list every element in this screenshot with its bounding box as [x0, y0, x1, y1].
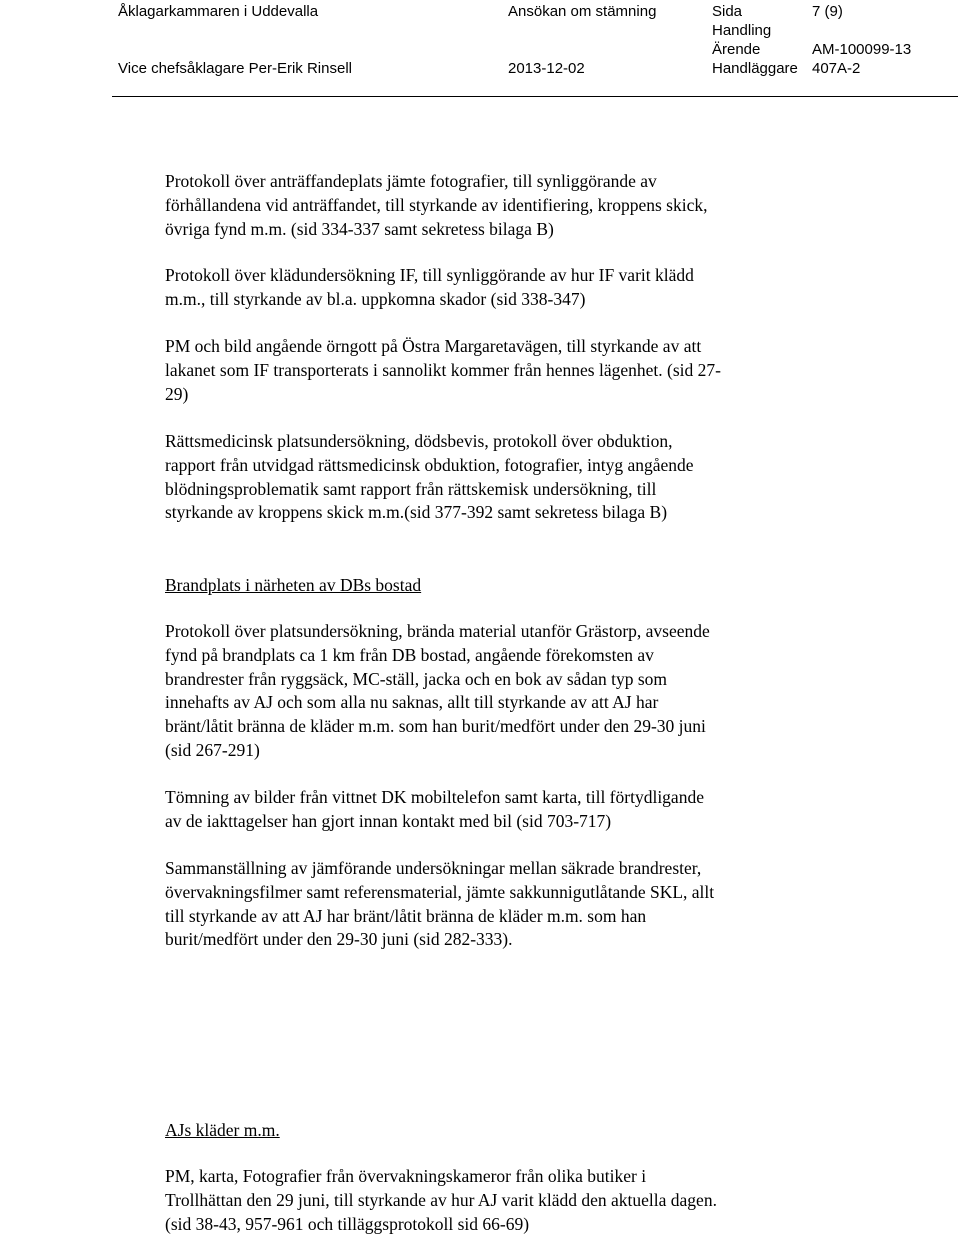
header-divider	[112, 96, 958, 97]
paragraph-orngott: PM och bild angående örngott på Östra Margaretavägen, till styrkande av att lakanet som IF transporterats i sannolikt kommer från hennes lägenhet. (sid 27- 29)	[165, 336, 721, 404]
section-heading-brandplats: Brandplats i närheten av DBs bostad	[165, 575, 422, 595]
header-handling-label: Handling	[712, 22, 772, 39]
paragraph-anträffandeplats: Protokoll över anträffandeplats jämte fotografier, till synliggörande av förhållandena vid anträffandet, till styrkande av identifiering, kroppens skick, övriga fynd m.m. (sid 334-337 samt sekretess bilaga B)	[165, 171, 708, 239]
header-page-label: Sida	[712, 3, 743, 20]
header-page-value: 7 (9)	[812, 3, 843, 20]
paragraph-kladundersokning: Protokoll över klädundersökning IF, till synliggörande av hur IF varit klädd m.m., till styrkande av bl.a. uppkomna skador (sid 338-347)	[165, 265, 694, 309]
header-handler-label: Handläggare	[712, 60, 798, 77]
paragraph-tomning-bilder: Tömning av bilder från vittnet DK mobiltelefon samt karta, till förtydligande av de iakttagelser han gjort innan kontakt med bil (sid 703-717)	[165, 787, 704, 831]
header-handler-value: 407A-2	[812, 60, 861, 77]
header-prosecutor: Vice chefsåklagare Per-Erik Rinsell	[118, 60, 352, 77]
section-heading-ajs-klader: AJs kläder m.m.	[165, 1120, 280, 1140]
header-office: Åklagarkammaren i Uddevalla	[118, 3, 319, 20]
paragraph-platsundersokning: Protokoll över platsundersökning, brända material utanför Grästorp, avseende fynd på brandplats ca 1 km från DB bostad, angående förekomsten av brandrester från ryggsäck, MC-ställ, jacka och en bok av sådan typ som innehafts av AJ och som alla nu saknas, allt till styrkande av att AJ har bränt/låtit bränna de kläder m.m. som han burit/medfört under den 29-30 juni (sid 267-291)	[165, 621, 710, 760]
header-date: 2013-12-02	[508, 60, 585, 77]
paragraph-rattsmedicin: Rättsmedicinsk platsundersökning, dödsbevis, protokoll över obduktion, rapport från utvidgad rättsmedicinsk obduktion, fotografier, intyg angående blödningsproblematik samt rapport från rättskemisk undersökning, till styrkande av kroppens skick m.m.(sid 377-392 samt sekretess bilaga B)	[165, 431, 694, 523]
paragraph-sammanstallning: Sammanställning av jämförande undersökningar mellan säkrade brandrester, övervakningsfilmer samt referensmaterial, jämte sakkunnigutlåtande SKL, allt till styrkande av att AJ har bränt/låtit bränna de kläder m.m. som han burit/medfört under den 29-30 juni (sid 282-333).	[165, 858, 715, 950]
header-case-label: Ärende	[712, 41, 761, 58]
paragraph-overvakningskameror: PM, karta, Fotografier från övervakningskameror från olika butiker i Trollhättan den 29 juni, till styrkande av hur AJ varit klädd den aktuella dagen. (sid 38-43, 957-961 och tilläggsprotokoll sid 66-69)	[165, 1166, 717, 1234]
header-doc-type: Ansökan om stämning	[508, 3, 657, 20]
header-case-value: AM-100099-13	[812, 41, 912, 58]
